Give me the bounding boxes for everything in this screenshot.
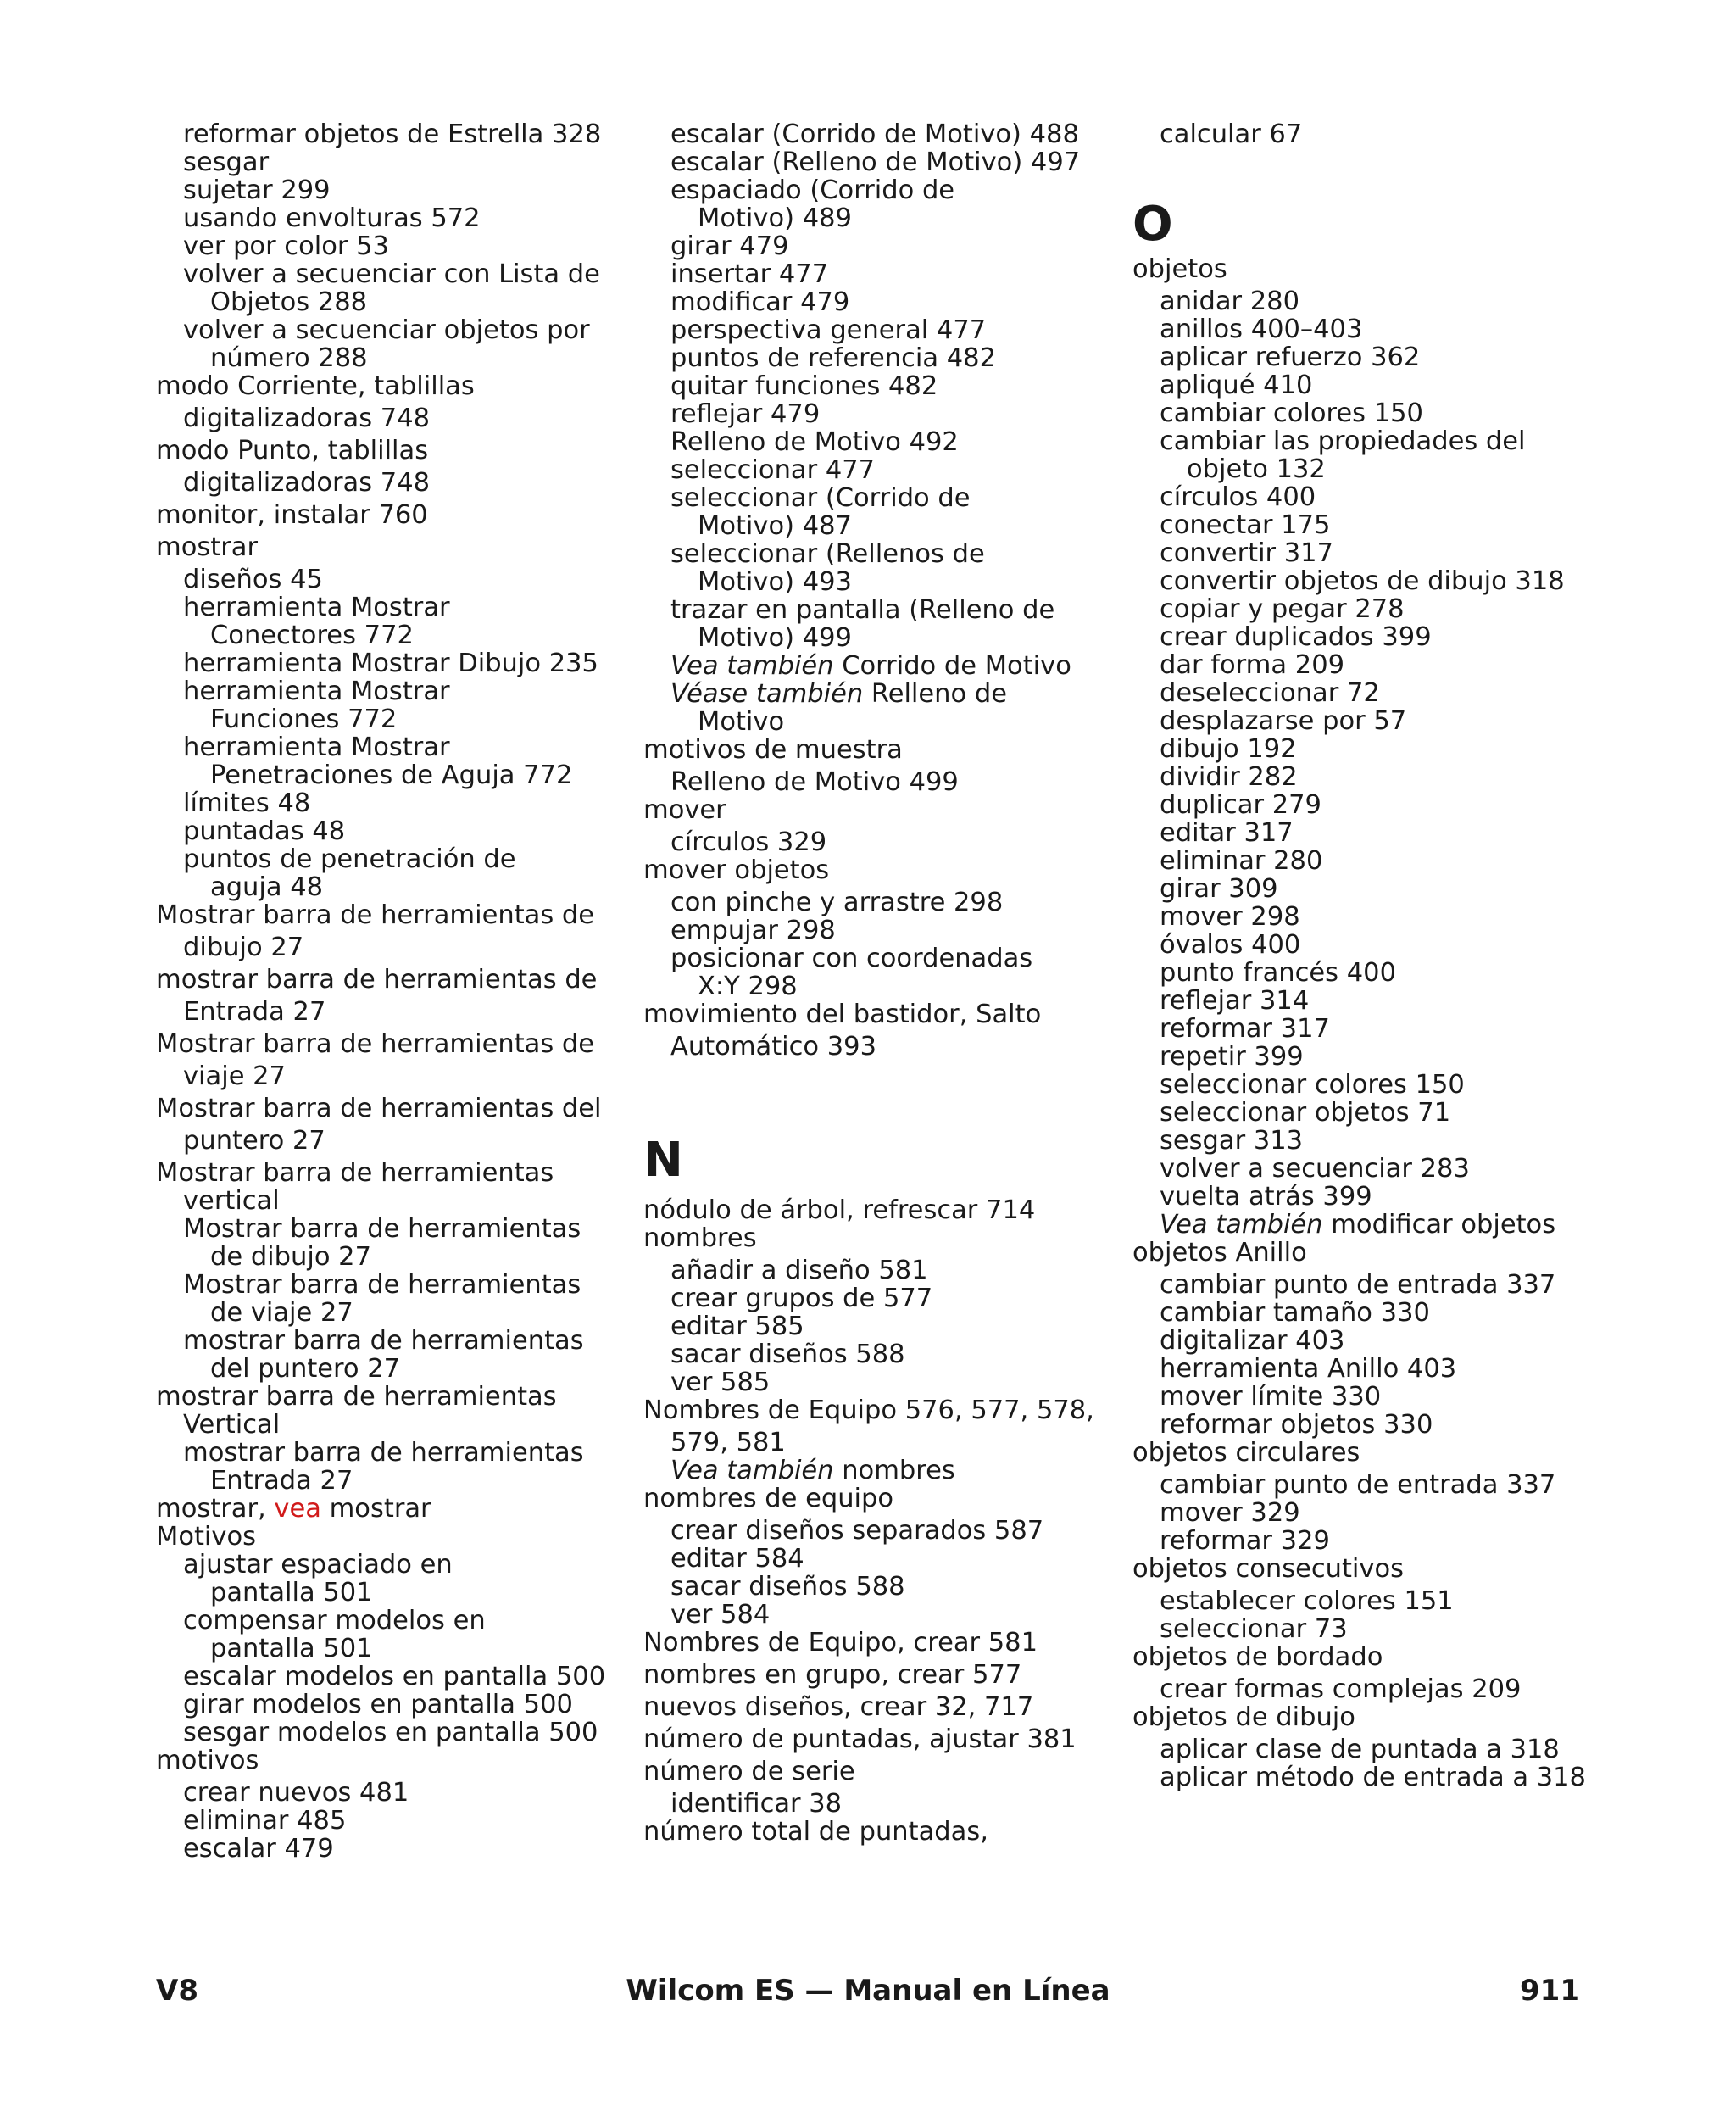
index-entry: mover: [643, 795, 726, 825]
index-subentry: eliminar 280: [1160, 846, 1323, 876]
entry-text: Corrido de Motivo: [833, 651, 1071, 681]
index-subentry: objeto 132: [1187, 454, 1326, 484]
index-subentry: seleccionar (Rellenos de: [670, 539, 985, 569]
index-subentry: duplicar 279: [1160, 790, 1321, 820]
index-column-3: [1132, 120, 1641, 1791]
index-subentry: círculos 329: [670, 827, 827, 857]
index-subentry: trazar en pantalla (Relleno de: [670, 595, 1055, 625]
index-subentry: sacar diseños 588: [670, 1572, 905, 1602]
index-subentry: convertir 317: [1160, 538, 1333, 568]
index-subentry: X:Y 298: [698, 972, 798, 1001]
index-subentry: dibujo 192: [1160, 734, 1297, 764]
index-subentry: crear nuevos 481: [183, 1778, 409, 1808]
index-subentry: seleccionar objetos 71: [1160, 1098, 1451, 1128]
index-subentry: pantalla 501: [210, 1578, 373, 1607]
index-subentry: puntadas 48: [183, 816, 346, 846]
index-subentry: con pinche y arrastre 298: [670, 888, 1004, 917]
index-subentry: girar modelos en pantalla 500: [183, 1690, 573, 1719]
index-subentry: repetir 399: [1160, 1042, 1304, 1072]
index-entry: mostrar barra de herramientas de: [156, 965, 598, 994]
index-entry: objetos de bordado: [1132, 1642, 1383, 1672]
index-subentry: reflejar 314: [1160, 986, 1310, 1016]
index-subentry: sesgar 313: [1160, 1126, 1304, 1156]
index-subentry: número 288: [210, 343, 368, 373]
index-entry: número de puntadas, ajustar 381: [643, 1724, 1077, 1754]
index-subentry: sacar diseños 588: [670, 1340, 905, 1369]
index-entry: nuevos diseños, crear 32, 717: [643, 1692, 1034, 1722]
index-subentry: Objetos 288: [210, 287, 368, 317]
index-subentry: escalar modelos en pantalla 500: [183, 1662, 606, 1691]
index-subentry: cambiar tamaño 330: [1160, 1298, 1430, 1328]
index-subentry: aguja 48: [210, 872, 324, 902]
index-column-2: [643, 120, 1118, 1846]
index-entry: nombres en grupo, crear 577: [643, 1660, 1022, 1690]
index-subentry: escalar (Relleno de Motivo) 497: [670, 148, 1081, 177]
index-subentry: reflejar 479: [670, 399, 821, 429]
index-subentry: anidar 280: [1160, 287, 1299, 316]
index-subentry: editar 584: [670, 1544, 804, 1574]
index-subentry: 579, 581: [670, 1428, 786, 1457]
index-subentry: puntos de referencia 482: [670, 343, 996, 373]
section-letter-heading: N: [643, 1133, 683, 1188]
entry-text: Relleno de: [863, 679, 1007, 709]
cross-reference-link[interactable]: vea: [274, 1494, 321, 1524]
index-subentry: insertar 477: [670, 259, 829, 289]
index-subentry: herramienta Anillo 403: [1160, 1354, 1457, 1384]
index-entry: [156, 1495, 631, 1523]
index-subentry: aplicar clase de puntada a 318: [1160, 1735, 1560, 1764]
index-subentry: aplicar método de entrada a 318: [1160, 1763, 1586, 1792]
index-entry: objetos: [1132, 254, 1227, 284]
index-subentry: [643, 652, 1118, 680]
index-subentry: cambiar colores 150: [1160, 398, 1423, 428]
index-subentry: seleccionar 477: [670, 455, 876, 485]
index-subentry: Penetraciones de Aguja 772: [210, 760, 573, 790]
index-subentry: girar 309: [1160, 874, 1278, 904]
index-entry: Nombres de Equipo, crear 581: [643, 1628, 1038, 1657]
index-subentry: vuelta atrás 399: [1160, 1182, 1372, 1212]
entry-text: mostrar,: [156, 1494, 275, 1524]
index-subentry: anillos 400–403: [1160, 315, 1363, 344]
index-subentry: ver por color 53: [183, 231, 389, 261]
index-subentry: Entrada 27: [183, 997, 326, 1027]
index-subentry: herramienta Mostrar: [183, 593, 450, 622]
index-subentry: quitar funciones 482: [670, 371, 938, 401]
index-subentry: reformar 317: [1160, 1014, 1330, 1044]
index-subentry: eliminar 485: [183, 1806, 347, 1836]
index-subentry: puntos de penetración de: [183, 844, 516, 874]
index-entry: objetos Anillo: [1132, 1238, 1307, 1267]
index-subentry: sujetar 299: [183, 175, 331, 205]
index-entry: nódulo de árbol, refrescar 714: [643, 1195, 1036, 1225]
index-subentry: Mostrar barra de herramientas: [183, 1214, 581, 1244]
index-subentry: Automático 393: [670, 1032, 876, 1061]
index-subentry: [643, 680, 1118, 708]
index-entry: Nombres de Equipo 576, 577, 578,: [643, 1396, 1094, 1425]
index-subentry: apliqué 410: [1160, 370, 1313, 400]
entry-text: mostrar: [320, 1494, 431, 1524]
index-subentry: Motivo) 489: [698, 203, 852, 233]
index-subentry: copiar y pegar 278: [1160, 594, 1405, 624]
index-subentry: seleccionar colores 150: [1160, 1070, 1465, 1100]
index-subentry: volver a secuenciar objetos por: [183, 315, 590, 345]
index-subentry: añadir a diseño 581: [670, 1256, 928, 1285]
index-subentry: de dibujo 27: [210, 1242, 371, 1272]
index-entry: Mostrar barra de herramientas del: [156, 1094, 602, 1123]
index-subentry: herramienta Mostrar Dibujo 235: [183, 649, 598, 678]
index-entry: mostrar barra de herramientas: [156, 1382, 557, 1412]
index-entry: motivos de muestra: [643, 735, 903, 765]
index-entry: modo Punto, tablillas: [156, 436, 429, 465]
index-subentry: reformar objetos 330: [1160, 1410, 1433, 1440]
index-subentry: [643, 1457, 1118, 1485]
index-subentry: editar 585: [670, 1312, 804, 1341]
index-subentry: del puntero 27: [210, 1354, 401, 1384]
index-subentry: Motivo) 487: [698, 511, 852, 541]
index-subentry: Vertical: [183, 1410, 281, 1440]
index-subentry: establecer colores 151: [1160, 1586, 1454, 1616]
index-subentry: Mostrar barra de herramientas: [183, 1270, 581, 1300]
index-subentry: pantalla 501: [210, 1634, 373, 1663]
index-entry: modo Corriente, tablillas: [156, 371, 475, 401]
index-subentry: identificar 38: [670, 1789, 843, 1819]
index-subentry: convertir objetos de dibujo 318: [1160, 566, 1565, 596]
footer-page-number: 911: [1520, 1974, 1580, 2008]
index-subentry: punto francés 400: [1160, 958, 1396, 988]
index-subentry: dar forma 209: [1160, 650, 1344, 680]
index-column-1: [156, 120, 631, 1863]
index-subentry: dibujo 27: [183, 933, 304, 962]
index-subentry: mover 298: [1160, 902, 1300, 932]
index-subentry: círculos 400: [1160, 482, 1316, 512]
index-entry: Mostrar barra de herramientas de: [156, 900, 595, 930]
index-entry: mover objetos: [643, 855, 830, 885]
index-entry: número de serie: [643, 1757, 855, 1786]
index-subentry: Entrada 27: [210, 1466, 353, 1496]
see-also-label: Vea también: [1160, 1210, 1323, 1240]
index-subentry: diseños 45: [183, 565, 323, 594]
index-subentry: digitalizadoras 748: [183, 404, 431, 433]
index-entry: objetos circulares: [1132, 1438, 1360, 1468]
index-subentry: ver 584: [670, 1600, 771, 1630]
index-subentry: dividir 282: [1160, 762, 1298, 792]
index-entry: Motivos: [156, 1522, 257, 1552]
index-subentry: desplazarse por 57: [1160, 706, 1407, 736]
index-entry: objetos de dibujo: [1132, 1702, 1355, 1732]
index-subentry: perspectiva general 477: [670, 315, 987, 345]
index-subentry: herramienta Mostrar: [183, 677, 450, 706]
index-subentry: mover 329: [1160, 1498, 1300, 1528]
index-entry: nombres de equipo: [643, 1484, 894, 1513]
index-subentry: aplicar refuerzo 362: [1160, 343, 1421, 372]
see-also-label: Véase también: [670, 679, 864, 709]
index-subentry: deseleccionar 72: [1160, 678, 1380, 708]
index-subentry: calcular 67: [1160, 120, 1303, 149]
index-subentry: Funciones 772: [210, 705, 398, 734]
entry-text: nombres: [833, 1456, 955, 1485]
index-subentry: crear diseños separados 587: [670, 1516, 1044, 1546]
index-subentry: puntero 27: [183, 1126, 326, 1156]
footer-title: Wilcom ES — Manual en Línea: [626, 1974, 1110, 2008]
index-subentry: crear duplicados 399: [1160, 622, 1432, 652]
index-subentry: ver 585: [670, 1368, 771, 1397]
index-subentry: óvalos 400: [1160, 930, 1301, 960]
index-subentry: crear grupos de 577: [670, 1284, 933, 1313]
index-subentry: volver a secuenciar con Lista de: [183, 259, 600, 289]
index-entry: nombres: [643, 1223, 757, 1253]
index-subentry: ajustar espaciado en: [183, 1550, 453, 1579]
index-entry: objetos consecutivos: [1132, 1554, 1405, 1584]
index-subentry: empujar 298: [670, 916, 836, 945]
index-entry: motivos: [156, 1746, 259, 1775]
index-subentry: digitalizar 403: [1160, 1326, 1345, 1356]
spacer: [1132, 148, 1641, 199]
index-subentry: posicionar con coordenadas: [670, 944, 1033, 973]
entry-text: modificar objetos: [1322, 1210, 1556, 1240]
index-subentry: de viaje 27: [210, 1298, 353, 1328]
index-subentry: conectar 175: [1160, 510, 1331, 540]
index-entry: mostrar: [156, 532, 258, 562]
index-subentry: cambiar punto de entrada 337: [1160, 1470, 1556, 1500]
index-subentry: girar 479: [670, 231, 789, 261]
index-subentry: seleccionar 73: [1160, 1614, 1348, 1644]
index-entry: monitor, instalar 760: [156, 500, 428, 530]
index-subentry: sesgar: [183, 148, 270, 177]
index-subentry: Motivo) 493: [698, 567, 852, 597]
index-subentry: reformar 329: [1160, 1526, 1330, 1556]
index-subentry: sesgar modelos en pantalla 500: [183, 1718, 598, 1747]
index-subentry: Relleno de Motivo 499: [670, 767, 959, 797]
index-subentry: editar 317: [1160, 818, 1294, 848]
index-subentry: Motivo) 499: [698, 623, 852, 653]
index-subentry: Motivo: [698, 707, 785, 737]
index-entry: Mostrar barra de herramientas de: [156, 1029, 595, 1059]
index-subentry: [1132, 1211, 1641, 1239]
index-entry: movimiento del bastidor, Salto: [643, 1000, 1042, 1029]
section-letter-heading: O: [1132, 197, 1173, 252]
index-subentry: vertical: [183, 1186, 280, 1216]
index-subentry: cambiar las propiedades del: [1160, 426, 1526, 456]
index-subentry: mostrar barra de herramientas: [183, 1438, 584, 1468]
footer-version: V8: [156, 1974, 198, 2008]
index-entry: número total de puntadas,: [643, 1817, 988, 1847]
index-subentry: mostrar barra de herramientas: [183, 1326, 584, 1356]
index-subentry: espaciado (Corrido de: [670, 175, 955, 205]
index-subentry: escalar 479: [183, 1834, 334, 1864]
index-entry: Mostrar barra de herramientas: [156, 1158, 554, 1188]
index-subentry: viaje 27: [183, 1061, 286, 1091]
index-subentry: crear formas complejas 209: [1160, 1674, 1522, 1704]
see-also-label: Vea también: [670, 1456, 834, 1485]
index-subentry: mover límite 330: [1160, 1382, 1382, 1412]
index-subentry: Conectores 772: [210, 621, 414, 650]
index-subentry: modificar 479: [670, 287, 850, 317]
index-subentry: digitalizadoras 748: [183, 468, 431, 498]
index-subentry: cambiar punto de entrada 337: [1160, 1270, 1556, 1300]
see-also-label: Vea también: [670, 651, 834, 681]
index-subentry: volver a secuenciar 283: [1160, 1154, 1470, 1184]
index-subentry: usando envolturas 572: [183, 203, 481, 233]
index-subentry: compensar modelos en: [183, 1606, 486, 1635]
index-subentry: reformar objetos de Estrella 328: [183, 120, 602, 149]
spacer: [643, 1061, 1118, 1135]
index-subentry: Relleno de Motivo 492: [670, 427, 959, 457]
index-subentry: seleccionar (Corrido de: [670, 483, 971, 513]
index-subentry: escalar (Corrido de Motivo) 488: [670, 120, 1079, 149]
index-subentry: herramienta Mostrar: [183, 733, 450, 762]
index-subentry: límites 48: [183, 788, 311, 818]
